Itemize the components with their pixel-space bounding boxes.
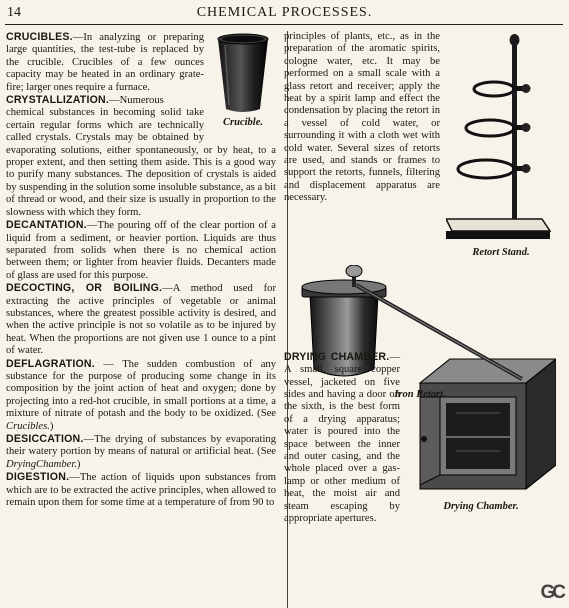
entry-decocting — [6, 282, 276, 357]
text-digestion: —The action of liquids upon substances from which are to be extracted the active principles, when allowed to remain upon them for some time at a temperature of from 90 to — [6, 472, 276, 509]
left-column — [6, 31, 276, 509]
text-continuation: principles of plants, etc., as in the preparation of the aromatic spirits, cologne water, etc. It may be performed on a small scale with a glass retort and receiver; apply the heat by a spirit lamp and effect the condensation by placing the retort in a vessel of cold water, or surrounding it with a cloth wet with cold water. Several sizes of retorts are used, and stands or frames to support the retorts, funnels, filtering and displacement apparatus are necessary. — [284, 31, 440, 204]
term-decocting: DECOCTING, OR BOILING. — [6, 282, 163, 295]
drying-chamber-figure — [406, 353, 556, 515]
retort-stand-caption: Retort Stand. — [472, 247, 530, 258]
crucible-illustration — [210, 31, 276, 117]
entry-digestion — [6, 471, 276, 509]
entry-deflagration — [6, 358, 276, 433]
right-column — [284, 31, 556, 525]
entry-decantation — [6, 219, 276, 282]
text-deflagration-end: ) — [49, 420, 54, 432]
crucible-caption: Crucible. — [223, 117, 263, 128]
retort-stand-illustration — [446, 31, 556, 247]
term-crucibles: CRUCIBLES. — [6, 31, 73, 43]
drying-chamber-illustration — [406, 353, 556, 501]
retort-stand-figure — [446, 31, 556, 263]
term-crystallization: CRYSTALLIZATION. — [6, 94, 110, 107]
drying-chamber-caption: Drying Chamber. — [443, 500, 519, 512]
entry-desiccation — [6, 433, 276, 471]
text-desiccation: —The drying of substances by evaporating their watery portion by means of natural or artificial heat. (See — [6, 434, 276, 458]
header-rule — [5, 24, 563, 25]
ref-crucibles: Crucibles. — [6, 420, 50, 432]
text-drying-chamber: —A small, square copper vessel, jacketed on five sides and having a door on the sixth, is the best form of a drying apparatus; water is poured into the space between the inner and outer casing, and the whole placed over a gas-lamp or other medium of heat, the moist air and steam escaping by appropriate apertures. — [284, 351, 400, 524]
term-digestion: DIGESTION. — [6, 471, 70, 484]
crucible-figure — [210, 31, 276, 131]
term-drying-chamber: DRYING CHAMBER. — [284, 350, 390, 363]
term-decantation: DECANTATION. — [6, 219, 87, 232]
watermark-logo: GC — [540, 582, 563, 603]
running-title: CHEMICAL PROCESSES. — [196, 5, 373, 20]
text-decocting: —A method used for extracting the active principles of vegetable or animal substances, where the greatest possible activity is desired, and when the active principle is not so volatile as to be injured by heat. When the proportions are not given use 1 ounce to a pint of water. — [6, 283, 277, 357]
text-desiccation-end: ) — [76, 458, 81, 470]
iron-retort-caption: Iron Retort. — [394, 389, 446, 400]
term-desiccation: DESICCATION. — [6, 433, 84, 445]
term-deflagration: DEFLAGRATION. — [6, 357, 95, 370]
page-number: 14 — [7, 5, 21, 20]
ref-drying-chamber: DryingChamber. — [6, 458, 77, 470]
text-deflagration: — The sudden combustion of any substance for the purpose of producing some change in its composition by the joint action of heat and oxygen; done by projecting into a red-hot crucible, in small portions at a time, a mixture of nitrate of potash and the body to be oxidized. (See — [6, 358, 276, 420]
text-crucibles: —In analyzing or preparing large quantities, the test-tube is replaced by the crucible. Crucibles of a few ounces capacity may be heated in an ordinary grate-fire; larger ones require a furnace. — [6, 32, 204, 93]
text-decantation: —The pouring off of the clear portion of a liquid from a sediment, or heavier portion. Liquids are thus separated from solids when there is no chemical action between them; or lighter from heavier fluids. Decanters made of glass are used for this purpose. — [6, 220, 276, 281]
text-crystallization: —Numerous chemical substances in becoming solid take certain regular forms which are technically called crystals. Crystals may be obtained by evaporating solutions, either spontaneously, or by heat, to a proper extent, and then setting them aside. This is a good way to purify many substances. The deposition of crystals is aided by suspending in the solution some insoluble substance, as a bit of thread or wood, and their size is usually in proportion to the slowness with which they form. — [6, 95, 276, 218]
